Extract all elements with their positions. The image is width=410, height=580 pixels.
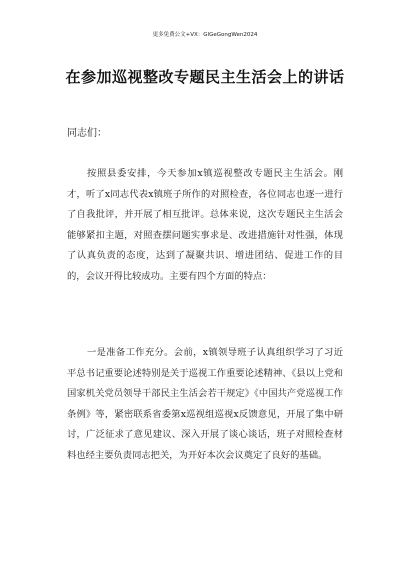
document-title: 在参加巡视整改专题民主生活会上的讲话 — [65, 68, 345, 86]
paragraph-first-point: 一是准备工作充分。会前，x镇领导班子认真组织学习了习近平总书记重要论述特别是关于巡视工作重要论述精神、《县以上党和国家机关党员领导干部民主生活会若干规定》《中国共产党巡视工作条例》等，紧密联系省委第x巡视组巡视x反馈意见，开展了集中研讨，广泛征求了意见建议、深入开展了谈心谈话，班子对照检查材料也经主要负责同志把关，为开好本次会议奠定了良好的基础。 — [67, 347, 343, 461]
header-note: 更多免费公文+VX：GlGeGongWen2024 — [152, 32, 258, 38]
salutation: 同志们： — [67, 128, 107, 139]
paragraph-opening: 按照县委安排，今天参加x镇巡视整改专题民主生活会。刚才，听了x同志代表x镇班子所作的对照检查，各位同志也逐一进行了自我批评，并开展了相互批评。总体来说，这次专题民主生活会能够紧扣主题，对照查摆问题实事求是、改进措施针对性强，体现了认真负责的态度，达到了凝聚共识、增进团结、促进工作的目的，会议开得比较成功。主要有四个方面的特点： — [67, 168, 343, 282]
